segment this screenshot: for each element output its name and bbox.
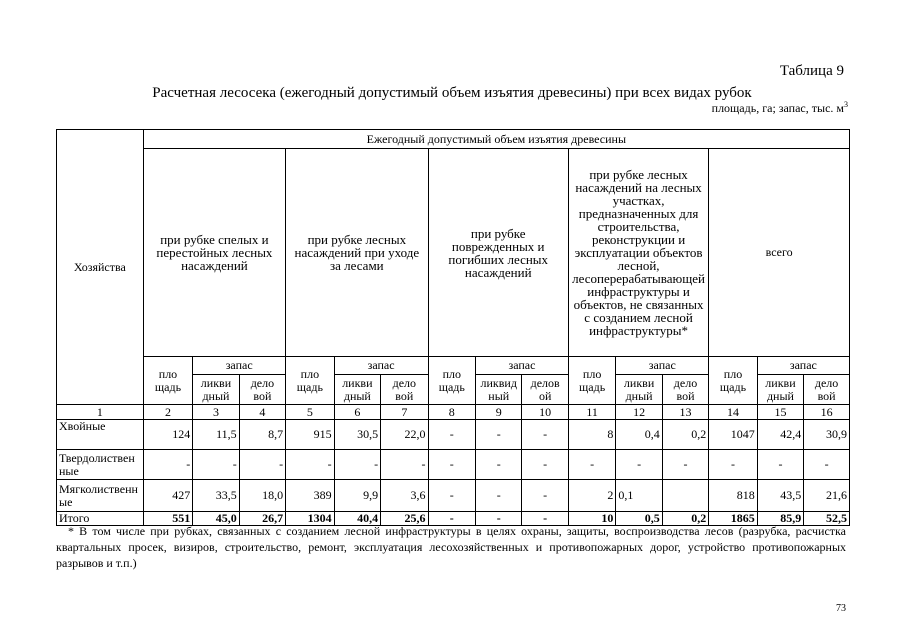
table-cell: - (522, 512, 568, 526)
table-row (57, 420, 850, 450)
table-cell: - (428, 480, 475, 512)
page-number: 73 (836, 603, 846, 614)
table-cell: - (476, 512, 522, 526)
column-number: 7 (381, 405, 428, 420)
col-header-farm: Хозяйства (57, 130, 144, 405)
col-header-liquid: ликви дный (193, 375, 239, 405)
col-header-liquid: ликви дный (334, 375, 380, 405)
col-header-liquid: ликвид ный (476, 375, 522, 405)
column-number: 6 (334, 405, 380, 420)
table-cell: - (522, 480, 568, 512)
table-cell: 1047 (709, 420, 758, 450)
table-cell: - (476, 420, 522, 450)
table-row (57, 480, 850, 512)
table-cell: 0,1 (616, 480, 662, 512)
table-cell: - (193, 450, 239, 480)
column-number: 1 (57, 405, 144, 420)
table-cell: 0,5 (616, 512, 662, 526)
table-cell: 85,9 (757, 512, 803, 526)
col-header-stock: запас (757, 357, 849, 375)
table-cell: 11,5 (193, 420, 239, 450)
units-note (712, 100, 848, 116)
table-cell: - (286, 450, 335, 480)
table-cell: - (428, 450, 475, 480)
table-cell: - (757, 450, 803, 480)
col-header-area: пло щадь (143, 357, 193, 405)
col-header-business: дело вой (804, 375, 850, 405)
table-cell: 1865 (709, 512, 758, 526)
col-header-area: пло щадь (286, 357, 335, 405)
table-cell: - (428, 420, 475, 450)
table-cell: - (476, 480, 522, 512)
col-header-business: делов ой (522, 375, 568, 405)
table-cell: 389 (286, 480, 335, 512)
table-cell: - (522, 420, 568, 450)
table-cell: - (568, 450, 615, 480)
table-cell: - (662, 450, 708, 480)
header-row-group (57, 130, 850, 149)
footnote: * В том числе при рубках, связанных с созданием лесной инфраструктуры в целях охраны, защиты, воспроизводства лесов (разрубка, расчистка квартальных просек, визиров, строительство, ремонт, эксплуатация лесохозяйственных и противопожарных дорог, устройство противопожарных разрывов и т.п.) (56, 524, 846, 570)
table-cell: 2 (568, 480, 615, 512)
table-cell: 42,4 (757, 420, 803, 450)
table-cell: 26,7 (239, 512, 285, 526)
table-cell: - (476, 450, 522, 480)
table-cell: 25,6 (381, 512, 428, 526)
table-cell: 124 (143, 420, 193, 450)
units-text: площадь, га; запас, тыс. м (711, 101, 844, 115)
column-number: 14 (709, 405, 758, 420)
table-cell: - (709, 450, 758, 480)
column-number: 3 (193, 405, 239, 420)
table-cell: 427 (143, 480, 193, 512)
column-number: 13 (662, 405, 708, 420)
table-cell: 0,2 (662, 420, 708, 450)
col-header-stock: запас (616, 357, 709, 375)
table-cell: 10 (568, 512, 615, 526)
table-cell: 30,5 (334, 420, 380, 450)
table-cell: 33,5 (193, 480, 239, 512)
table-cell: 9,9 (334, 480, 380, 512)
col-header-liquid: ликви дный (616, 375, 662, 405)
page-title: Расчетная лесосека (ежегодный допустимый объем изъятия древесины) при всех видах рубок (152, 85, 752, 101)
col-header-care-felling: при рубке лесных насаждений при уходе за лесами (286, 149, 428, 357)
table-cell: - (143, 450, 193, 480)
col-header-total: всего (709, 149, 850, 357)
table-cell: 0,4 (616, 420, 662, 450)
table-cell: 22,0 (381, 420, 428, 450)
column-number: 15 (757, 405, 803, 420)
col-header-business: дело вой (381, 375, 428, 405)
table-label: Таблица 9 (779, 63, 844, 79)
col-header-stock: запас (193, 357, 286, 375)
column-number: 9 (476, 405, 522, 420)
row-name: Твердолиственные (57, 450, 144, 480)
column-number: 12 (616, 405, 662, 420)
column-number-row (57, 405, 850, 420)
col-header-business: дело вой (662, 375, 708, 405)
table-row (57, 450, 850, 480)
col-header-mature-felling: при рубке спелых и перестойных лесных насаждений (143, 149, 285, 357)
row-name: Итого (57, 512, 144, 526)
column-number: 11 (568, 405, 615, 420)
table-cell: - (428, 512, 475, 526)
column-number: 10 (522, 405, 568, 420)
col-header-stock: запас (334, 357, 428, 375)
table-cell: - (616, 450, 662, 480)
column-number: 16 (804, 405, 850, 420)
table-cell: 45,0 (193, 512, 239, 526)
harvest-table (56, 129, 850, 526)
table-cell: 1304 (286, 512, 335, 526)
col-header-stock: запас (476, 357, 569, 375)
col-header-area: пло щадь (568, 357, 615, 405)
table-cell: 40,4 (334, 512, 380, 526)
table-cell: 43,5 (757, 480, 803, 512)
row-name: Мягколиственные (57, 480, 144, 512)
table-cell: 8 (568, 420, 615, 450)
table-cell: 551 (143, 512, 193, 526)
column-number: 5 (286, 405, 335, 420)
col-header-liquid: ликви дный (757, 375, 803, 405)
table-cell: - (804, 450, 850, 480)
table-cell: - (522, 450, 568, 480)
col-header-infrastructure-felling: при рубке лесных насаждений на лесных участках, предназначенных для строительства, реконструкции и эксплуатации объектов лесной, лесоперерабатывающей инфраструктуры и объектов, не связанных с созданием лесной инфраструктуры* (568, 149, 708, 357)
column-number: 4 (239, 405, 285, 420)
table-cell (662, 480, 708, 512)
col-header-business: дело вой (239, 375, 285, 405)
table-cell: 915 (286, 420, 335, 450)
table-cell: - (381, 450, 428, 480)
table-cell: 52,5 (804, 512, 850, 526)
table-cell: 3,6 (381, 480, 428, 512)
row-name: Хвойные (57, 420, 144, 450)
column-number: 8 (428, 405, 475, 420)
table-cell: 0,2 (662, 512, 708, 526)
table-cell: - (239, 450, 285, 480)
table-cell: 8,7 (239, 420, 285, 450)
units-superscript: 3 (844, 100, 848, 109)
header-row-categories (57, 149, 850, 357)
col-header-annual-volume: Ежегодный допустимый объем изъятия древесины (143, 130, 849, 149)
table-cell: 18,0 (239, 480, 285, 512)
table-cell: 818 (709, 480, 758, 512)
header-row-stock (57, 357, 850, 375)
col-header-damaged-felling: при рубке поврежденных и погибших лесных насаждений (428, 149, 568, 357)
table-cell: - (334, 450, 380, 480)
table-cell: 30,9 (804, 420, 850, 450)
col-header-area: пло щадь (709, 357, 758, 405)
col-header-area: пло щадь (428, 357, 475, 405)
column-number: 2 (143, 405, 193, 420)
table-cell: 21,6 (804, 480, 850, 512)
